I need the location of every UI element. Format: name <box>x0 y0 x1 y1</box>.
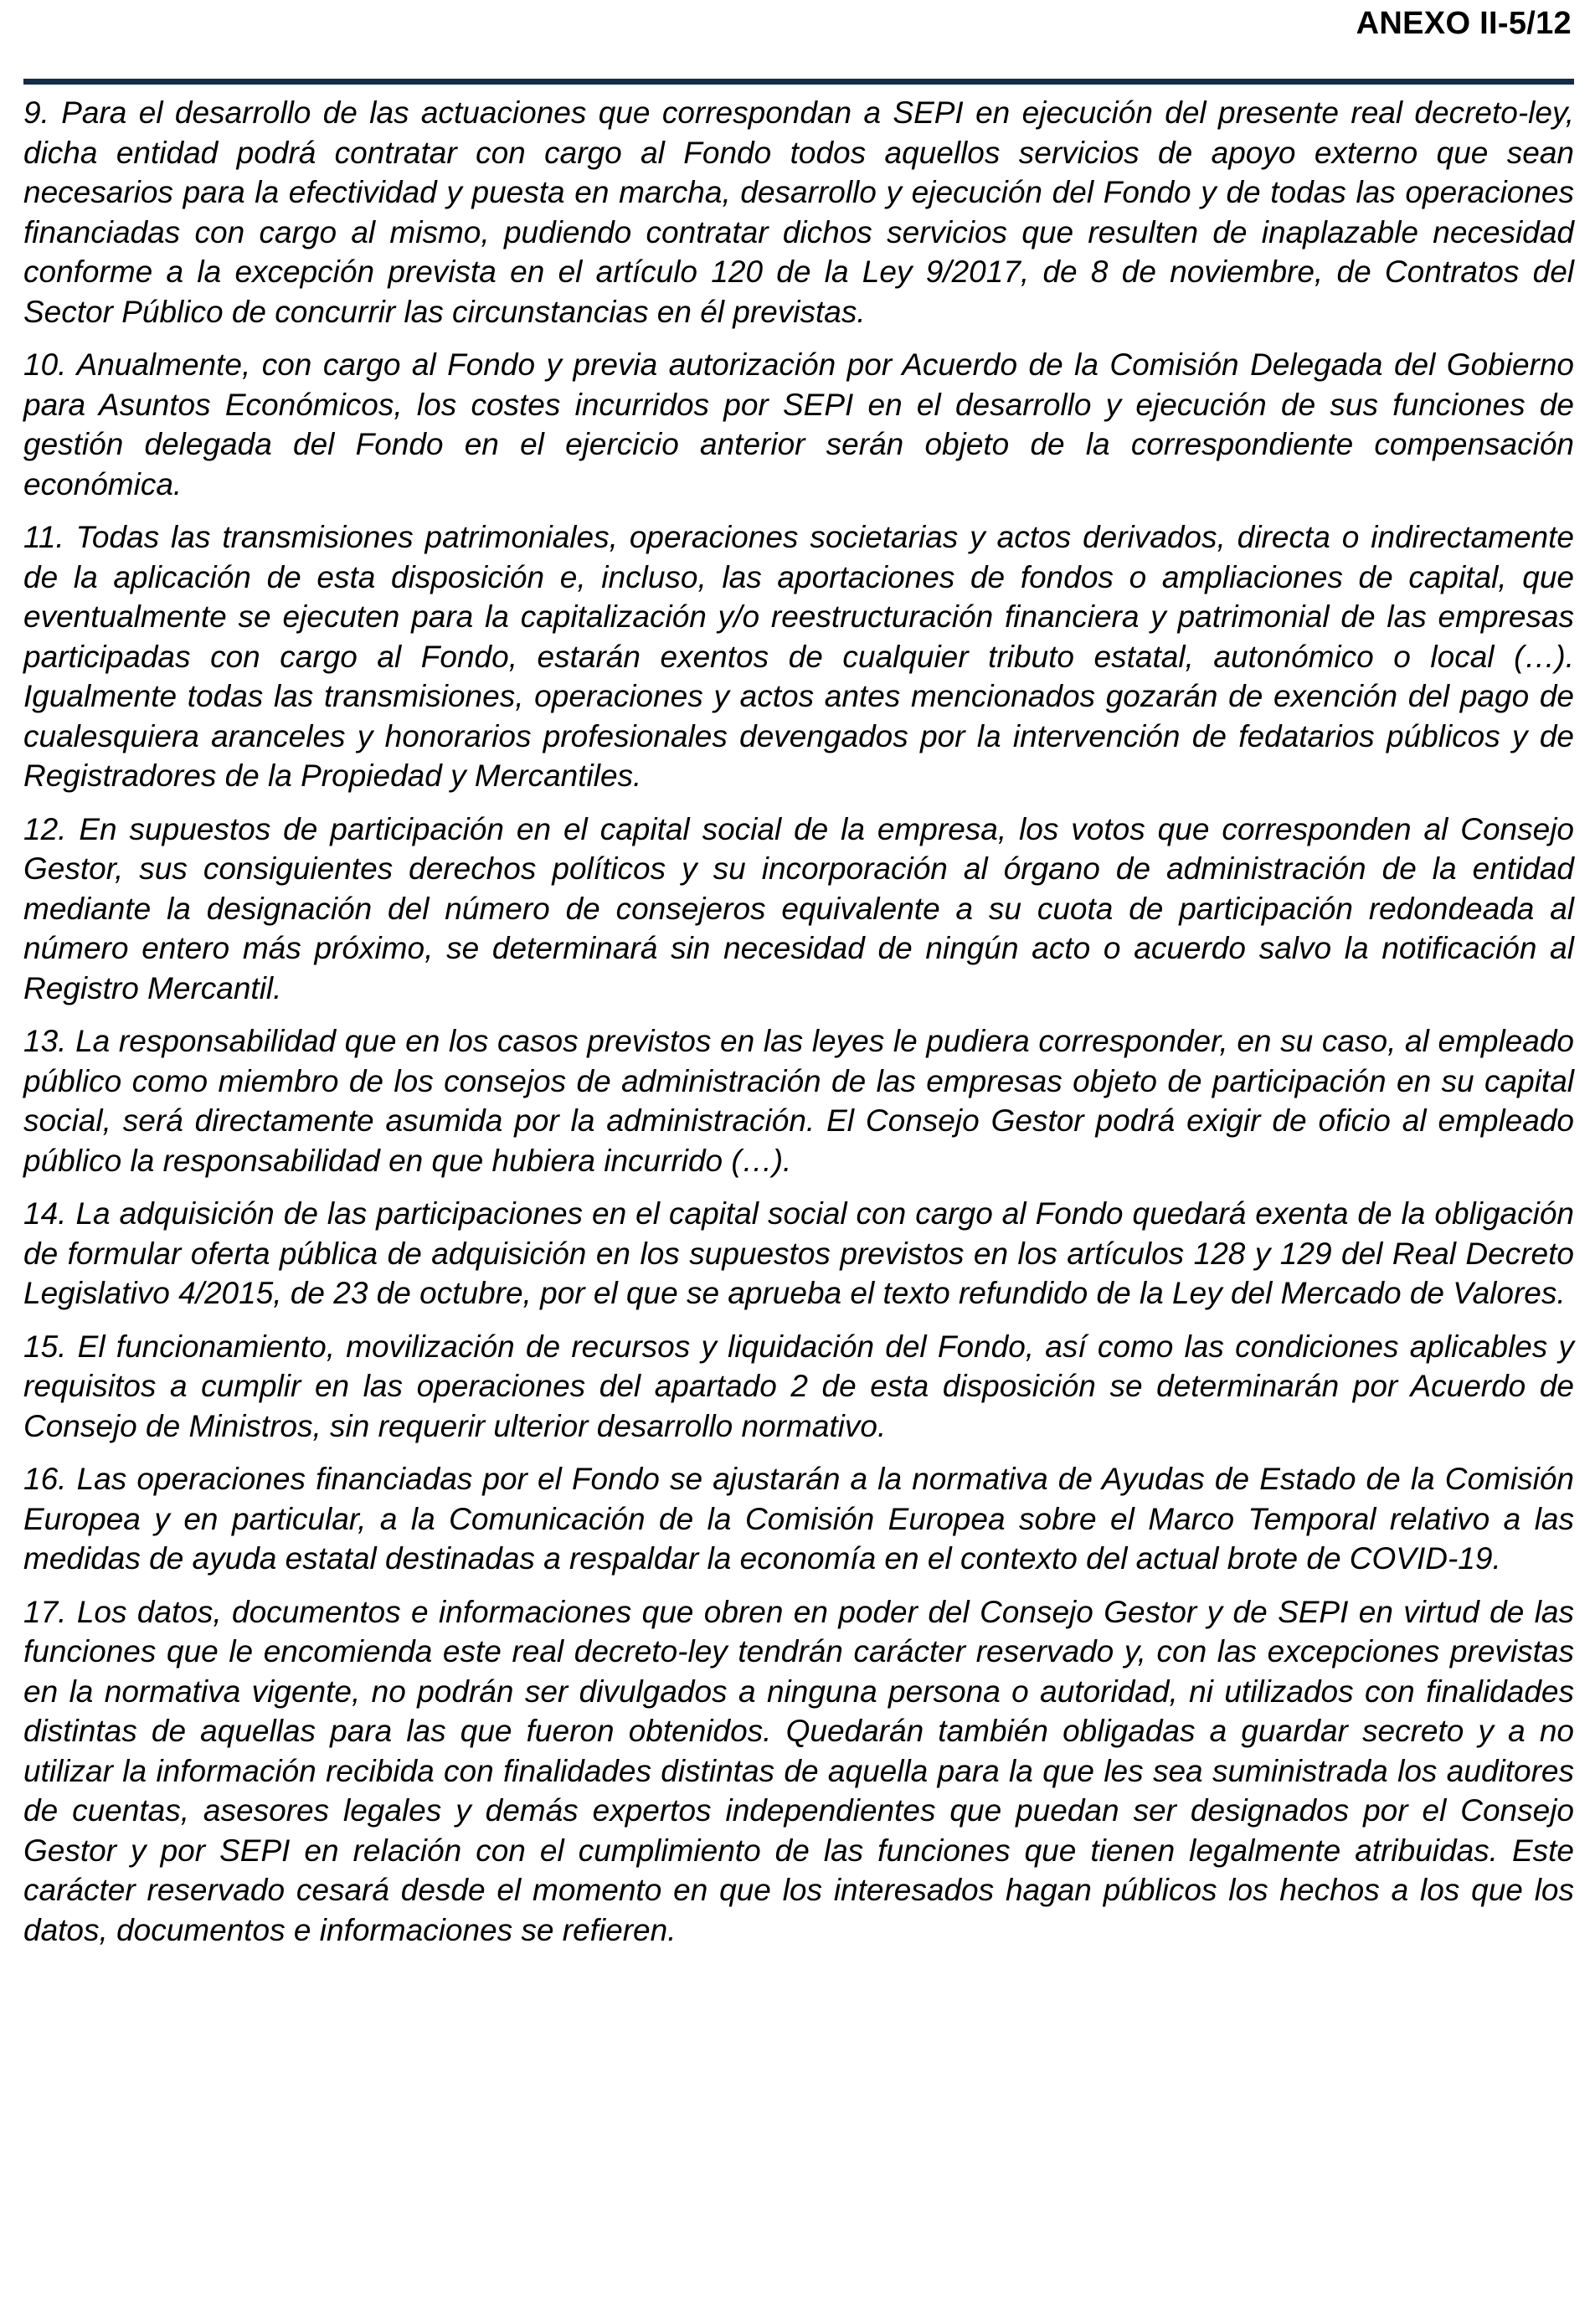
paragraph-16: 16. Las operaciones financiadas por el Fondo se ajustarán a la normativa de Ayudas de Estado de la Comisión Europea y en particular, a la Comunicación de la Comisión Europea sobre el Marco Temporal relativo a las medidas de ayuda estatal destinadas a respaldar la economía en el contexto del actual brote de COVID-19. <box>23 1462 1574 1576</box>
document-body <box>23 93 1574 1963</box>
paragraph-12: 12. En supuestos de participación en el capital social de la empresa, los votos que corresponden al Consejo Gestor, sus consiguientes derechos políticos y su incorporación al órgano de administración de la entidad mediante la designación del número de consejeros equivalente a su cuota de participación redondeada al número entero más próximo, se determinará sin necesidad de ningún acto o acuerdo salvo la notificación al Registro Mercantil. <box>23 811 1574 1005</box>
paragraph-17: 17. Los datos, documentos e informaciones que obren en poder del Consejo Gestor y de SEPI en virtud de las funciones que le encomienda este real decreto-ley tendrán carácter reservado y, con las excepciones previstas en la normativa vigente, no podrán ser divulgados a ninguna persona o autoridad, ni utilizados con finalidades distintas de aquellas para las que fueron obtenidos. Quedarán también obligadas a guardar secreto y a no utilizar la información recibida con finalidades distintas de aquella para la que les sea suministrada los auditores de cuentas, asesores legales y demás expertos independientes que puedan ser designados por el Consejo Gestor y por SEPI en relación con el cumplimiento de las funciones que tienen legalmente atribuidas. Este carácter reservado cesará desde el momento en que los interesados hagan públicos los hechos a los que los datos, documentos e informaciones se refieren. <box>23 1594 1574 1947</box>
header-rule <box>23 79 1574 85</box>
paragraph-9: 9. Para el desarrollo de las actuaciones que correspondan a SEPI en ejecución del presente real decreto-ley, dicha entidad podrá contratar con cargo al Fondo todos aquellos servicios de apoyo externo que sean necesarios para la efectividad y puesta en marcha, desarrollo y ejecución del Fondo y de todas las operaciones financiadas con cargo al mismo, pudiendo contratar dichos servicios que resulten de inaplazable necesidad conforme a la excepción prevista en el artículo 120 de la Ley 9/2017, de 8 de noviembre, de Contratos del Sector Público de concurrir las circunstancias en él previstas. <box>23 95 1574 329</box>
paragraph-15: 15. El funcionamiento, movilización de recursos y liquidación del Fondo, así como las condiciones aplicables y requisitos a cumplir en las operaciones del apartado 2 de esta disposición se determinarán por Acuerdo de Consejo de Ministros, sin requerir ulterior desarrollo normativo. <box>23 1329 1574 1443</box>
paragraph-13: 13. La responsabilidad que en los casos previstos en las leyes le pudiera corresponder, en su caso, al empleado público como miembro de los consejos de administración de las empresas objeto de participación en su capital social, será directamente asumida por la administración. El Consejo Gestor podrá exigir de oficio al empleado público la responsabilidad en que hubiera incurrido (…). <box>23 1024 1574 1178</box>
paragraph-11: 11. Todas las transmisiones patrimoniales, operaciones societarias y actos derivados, directa o indirectamente de la aplicación de esta disposición e, incluso, las aportaciones de fondos o ampliaciones de capital, que eventualmente se ejecuten para la capitalización y/o reestructuración financiera y patrimonial de las empresas participadas con cargo al Fondo, estarán exentos de cualquier tributo estatal, autonómico o local (…). Igualmente todas las transmisiones, operaciones y actos antes mencionados gozarán de exención del pago de cualesquiera aranceles y honorarios profesionales devengados por la intervención de fedatarios públicos y de Registradores de la Propiedad y Mercantiles. <box>23 520 1574 793</box>
paragraph-14: 14. La adquisición de las participaciones en el capital social con cargo al Fondo quedará exenta de la obligación de formular oferta pública de adquisición en los supuestos previstos en los artículos 128 y 129 del Real Decreto Legislativo 4/2015, de 23 de octubre, por el que se aprueba el texto refundido de la Ley del Mercado de Valores. <box>23 1196 1574 1310</box>
annex-page-label: ANEXO II-5/12 <box>1356 6 1572 41</box>
paragraph-10: 10. Anualmente, con cargo al Fondo y previa autorización por Acuerdo de la Comisión Delegada del Gobierno para Asuntos Económicos, los costes incurridos por SEPI en el desarrollo y ejecución de sus funciones de gestión delegada del Fondo en el ejercicio anterior serán objeto de la correspondiente compensación económica. <box>23 347 1574 501</box>
